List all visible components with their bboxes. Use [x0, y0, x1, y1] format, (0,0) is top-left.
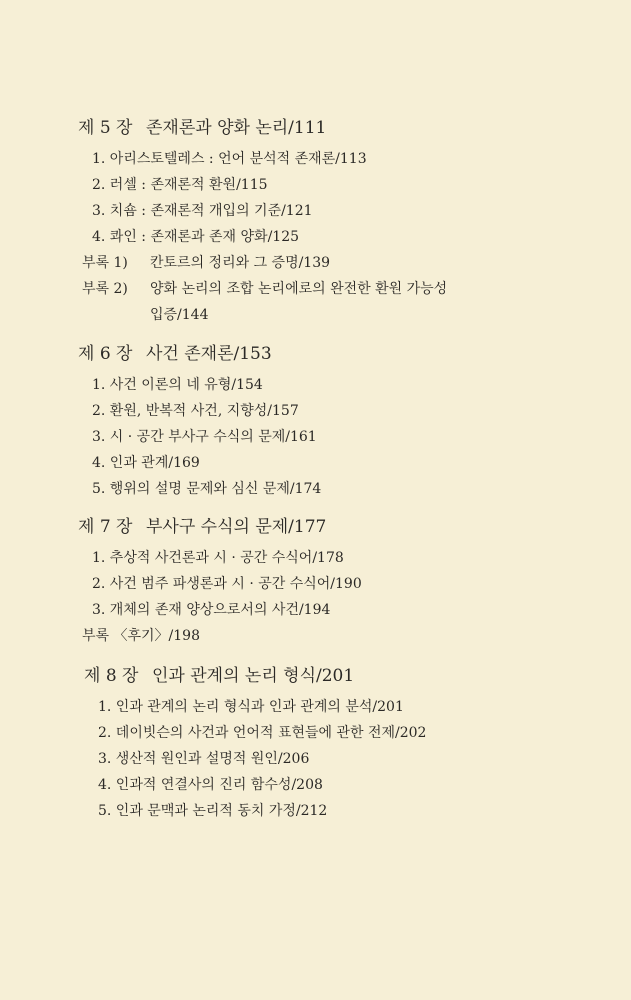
section-item: 5. 인과 문맥과 논리적 동치 가정/212 [98, 803, 328, 819]
chapter-title: 부사구 수식의 문제/177 [146, 517, 327, 537]
chapter-number: 제 6 장 [78, 344, 133, 364]
section-item: 2. 환원, 반복적 사건, 지향성/157 [92, 403, 299, 419]
chapter-7 [78, 515, 598, 649]
chapter-title: 사건 존재론/153 [146, 344, 272, 364]
chapter-number: 제 5 장 [78, 118, 133, 138]
appendix-title: 칸토르의 정리와 그 증명/139 [150, 255, 331, 271]
appendix-title: 양화 논리의 조합 논리에로의 완전한 환원 가능성 [150, 281, 448, 297]
appendix-item: 부록 〈후기〉/198 [82, 628, 200, 644]
chapter-5 [78, 116, 598, 328]
section-item: 4. 인과적 연결사의 진리 함수성/208 [98, 777, 323, 793]
chapter-6 [78, 342, 598, 502]
section-item: 4. 콰인 : 존재론과 존재 양화/125 [92, 229, 300, 245]
section-item: 5. 행위의 설명 문제와 심신 문제/174 [92, 481, 322, 497]
appendix-item [78, 276, 598, 302]
appendix-title-continuation: 입증/144 [150, 307, 209, 323]
chapter-heading [78, 342, 598, 366]
chapter-heading [78, 515, 598, 539]
section-item: 3. 생산적 원인과 설명적 원인/206 [98, 751, 310, 767]
section-item: 4. 인과 관계/169 [92, 455, 200, 471]
section-item: 2. 데이빗슨의 사건과 언어적 표현들에 관한 전제/202 [98, 725, 427, 741]
section-item: 2. 러셀 : 존재론적 환원/115 [92, 177, 268, 193]
section-list [84, 694, 604, 824]
section-list [78, 146, 598, 328]
appendix-tag: 부록 1) [82, 255, 128, 271]
section-item: 1. 추상적 사건론과 시 · 공간 수식어/178 [92, 550, 344, 566]
appendix-tag: 부록 2) [82, 281, 128, 297]
chapter-heading [84, 664, 604, 688]
section-item: 2. 사건 범주 파생론과 시 · 공간 수식어/190 [92, 576, 362, 592]
appendix-item [78, 250, 598, 276]
section-item: 1. 인과 관계의 논리 형식과 인과 관계의 분석/201 [98, 699, 404, 715]
chapter-title: 인과 관계의 논리 형식/201 [152, 666, 355, 686]
section-item: 3. 치숌 : 존재론적 개입의 기준/121 [92, 203, 313, 219]
section-list [78, 545, 598, 649]
section-item: 3. 개체의 존재 양상으로서의 사건/194 [92, 602, 331, 618]
section-item: 1. 아리스토텔레스 : 언어 분석적 존재론/113 [92, 151, 367, 167]
chapter-title: 존재론과 양화 논리/111 [146, 118, 327, 138]
section-item: 3. 시 · 공간 부사구 수식의 문제/161 [92, 429, 317, 445]
chapter-number: 제 8 장 [84, 666, 139, 686]
chapter-8 [84, 664, 604, 824]
chapter-heading [78, 116, 598, 140]
chapter-number: 제 7 장 [78, 517, 133, 537]
section-list [78, 372, 598, 502]
section-item: 1. 사건 이론의 네 유형/154 [92, 377, 263, 393]
